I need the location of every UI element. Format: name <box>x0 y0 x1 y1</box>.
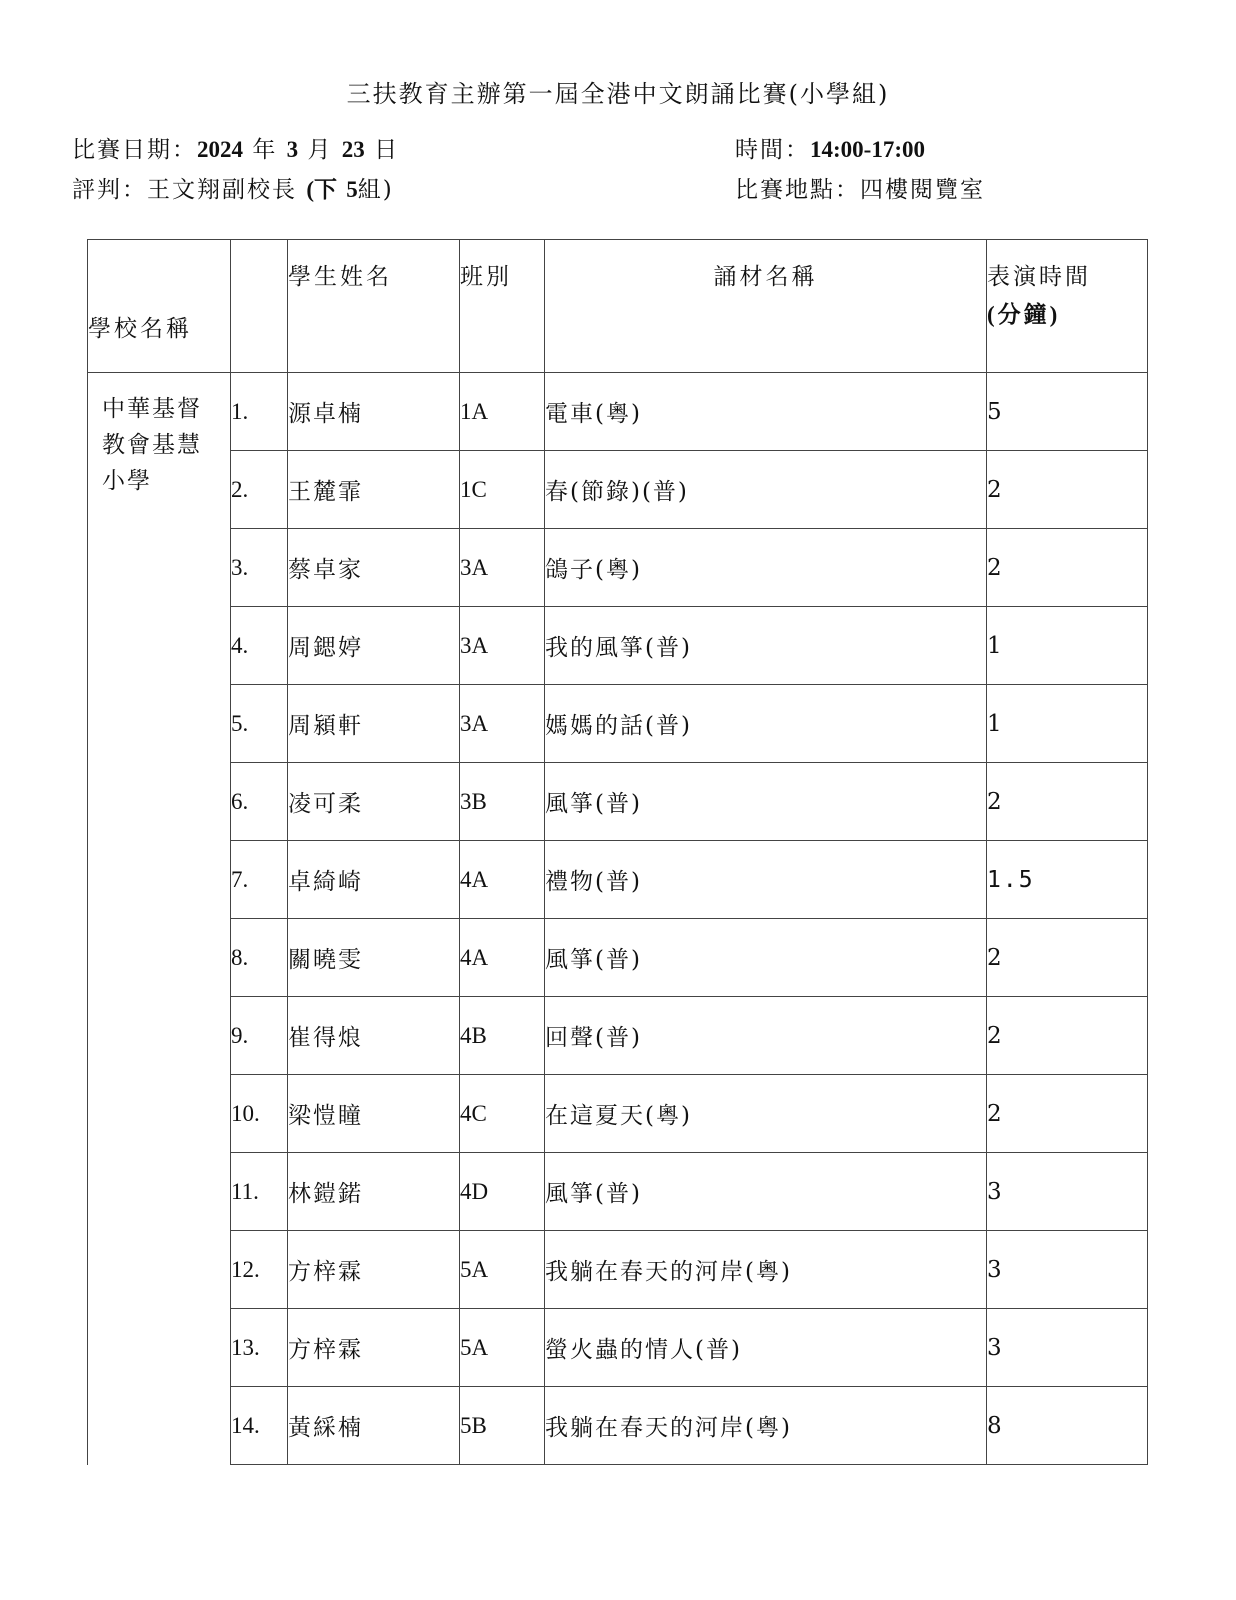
piece-title: 鴿子(粵) <box>545 529 987 607</box>
class-code: 3B <box>460 763 545 841</box>
student-name: 梁愷瞳 <box>288 1075 460 1153</box>
competition-venue: 比賽地點：四樓閱覽室 <box>735 177 985 203</box>
student-name: 源卓楠 <box>288 373 460 451</box>
performance-minutes: 2 <box>987 1075 1148 1153</box>
row-number: 2. <box>231 451 288 529</box>
piece-title: 春(節錄)(普) <box>545 451 987 529</box>
class-code: 5A <box>460 1231 545 1309</box>
student-name: 崔得烺 <box>288 997 460 1075</box>
student-name: 凌可柔 <box>288 763 460 841</box>
school-name-line3: 小學 <box>102 468 152 494</box>
table-row <box>88 997 1148 1075</box>
performance-minutes: 3 <box>987 1309 1148 1387</box>
student-name: 卓綺崎 <box>288 841 460 919</box>
row-number: 8. <box>231 919 288 997</box>
student-name: 方梓霖 <box>288 1309 460 1387</box>
piece-title: 電車(粵) <box>545 373 987 451</box>
row-number: 6. <box>231 763 288 841</box>
row-number: 4. <box>231 607 288 685</box>
student-name: 周鍶婷 <box>288 607 460 685</box>
piece-title: 風箏(普) <box>545 1153 987 1231</box>
class-code: 5A <box>460 1309 545 1387</box>
table-row <box>88 685 1148 763</box>
header-school: 學校名稱 <box>88 240 231 373</box>
row-number: 12. <box>231 1231 288 1309</box>
class-code: 4A <box>460 841 545 919</box>
piece-title: 我躺在春天的河岸(粵) <box>545 1387 987 1465</box>
class-code: 4B <box>460 997 545 1075</box>
row-number: 10. <box>231 1075 288 1153</box>
date-day-unit: 日 <box>374 137 400 163</box>
judge-label: 評判：王文翔副校長 <box>72 177 297 203</box>
class-code: 4D <box>460 1153 545 1231</box>
class-code: 3A <box>460 685 545 763</box>
judge-info <box>72 171 394 204</box>
performance-minutes: 8 <box>987 1387 1148 1465</box>
school-name <box>88 373 231 1465</box>
table-row <box>88 1075 1148 1153</box>
table-row <box>88 373 1148 451</box>
class-code: 4C <box>460 1075 545 1153</box>
table-row <box>88 763 1148 841</box>
performance-minutes: 2 <box>987 763 1148 841</box>
piece-title: 在這夏天(粵) <box>545 1075 987 1153</box>
header-number <box>231 240 288 373</box>
row-number: 13. <box>231 1309 288 1387</box>
table-row <box>88 529 1148 607</box>
table-row <box>88 607 1148 685</box>
piece-title: 媽媽的話(普) <box>545 685 987 763</box>
piece-title: 回聲(普) <box>545 997 987 1075</box>
time-value: 14:00-17:00 <box>810 137 925 162</box>
performance-minutes: 2 <box>987 529 1148 607</box>
class-code: 3A <box>460 529 545 607</box>
header-student-name: 學生姓名 <box>288 240 460 373</box>
class-code: 3A <box>460 607 545 685</box>
participant-table <box>87 239 1148 1465</box>
row-number: 7. <box>231 841 288 919</box>
student-name: 蔡卓家 <box>288 529 460 607</box>
date-month-unit: 月 <box>307 137 333 163</box>
header-piece: 誦材名稱 <box>545 240 987 373</box>
table-row <box>88 841 1148 919</box>
competition-date <box>72 131 399 164</box>
piece-title: 禮物(普) <box>545 841 987 919</box>
row-number: 9. <box>231 997 288 1075</box>
performance-minutes: 2 <box>987 451 1148 529</box>
class-code: 5B <box>460 1387 545 1465</box>
student-name: 關曉雯 <box>288 919 460 997</box>
class-code: 1A <box>460 373 545 451</box>
performance-minutes: 2 <box>987 919 1148 997</box>
class-code: 1C <box>460 451 545 529</box>
judge-group-close: 組) <box>357 177 394 203</box>
competition-time <box>735 131 925 164</box>
table-row <box>88 1309 1148 1387</box>
table-header-row <box>88 240 1148 373</box>
judge-group-open: (下 <box>306 177 337 202</box>
row-number: 1. <box>231 373 288 451</box>
row-number: 11. <box>231 1153 288 1231</box>
table-row <box>88 919 1148 997</box>
school-name-line2: 教會基慧 <box>102 432 202 458</box>
student-name: 黃綵楠 <box>288 1387 460 1465</box>
header-time-line1: 表演時間 <box>987 264 1091 290</box>
date-label: 比賽日期： <box>72 137 197 163</box>
class-code: 4A <box>460 919 545 997</box>
date-year: 2024 <box>197 137 243 162</box>
date-month: 3 <box>286 137 299 162</box>
table-row <box>88 1153 1148 1231</box>
performance-minutes: 1 <box>987 607 1148 685</box>
piece-title: 我躺在春天的河岸(粵) <box>545 1231 987 1309</box>
table-row <box>88 1231 1148 1309</box>
performance-minutes: 5 <box>987 373 1148 451</box>
school-name-line1: 中華基督 <box>102 396 202 422</box>
table-row <box>88 1387 1148 1465</box>
date-day: 23 <box>341 137 365 162</box>
piece-title: 風箏(普) <box>545 919 987 997</box>
student-name: 林鎧鍩 <box>288 1153 460 1231</box>
row-number: 14. <box>231 1387 288 1465</box>
judge-group-num: 5 <box>346 177 358 202</box>
date-year-unit: 年 <box>252 137 278 163</box>
time-label: 時間： <box>735 137 810 163</box>
performance-minutes: 2 <box>987 997 1148 1075</box>
piece-title: 風箏(普) <box>545 763 987 841</box>
piece-title: 螢火蟲的情人(普) <box>545 1309 987 1387</box>
piece-title: 我的風箏(普) <box>545 607 987 685</box>
performance-minutes: 1.5 <box>987 841 1148 919</box>
performance-minutes: 1 <box>987 685 1148 763</box>
performance-minutes: 3 <box>987 1231 1148 1309</box>
table-row <box>88 451 1148 529</box>
student-name: 王麓霏 <box>288 451 460 529</box>
row-number: 3. <box>231 529 288 607</box>
performance-minutes: 3 <box>987 1153 1148 1231</box>
student-name: 周潁軒 <box>288 685 460 763</box>
header-performance-time <box>987 240 1148 373</box>
header-time-line2: (分鐘) <box>987 302 1061 327</box>
document-title: 三扶教育主辦第一屆全港中文朗誦比賽(小學組) <box>346 80 890 108</box>
row-number: 5. <box>231 685 288 763</box>
header-class: 班別 <box>460 240 545 373</box>
student-name: 方梓霖 <box>288 1231 460 1309</box>
